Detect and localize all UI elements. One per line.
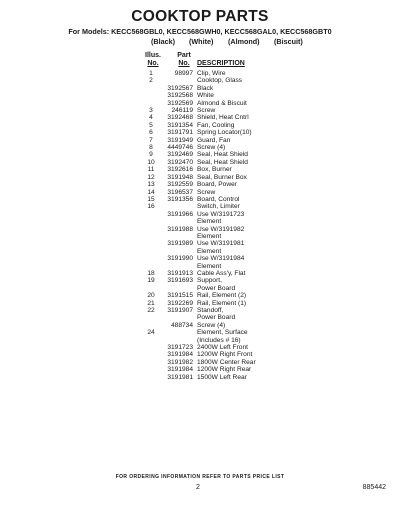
models-line: For Models: KECC568GBL0, KECC568GWH0, KECC568GAL0, KECC568GBT0 (68, 27, 332, 36)
description-line: Support, (197, 277, 222, 285)
part-description (197, 322, 290, 329)
table-row (140, 159, 290, 166)
part-description (197, 100, 290, 107)
page-number: 2 (196, 484, 200, 491)
table-row (140, 85, 290, 92)
description-line: Screw (4) (197, 321, 226, 329)
part-description (197, 196, 290, 203)
table-row (140, 300, 290, 307)
table-row (140, 114, 290, 121)
part-number: 3192559 (167, 181, 193, 189)
part-description (197, 211, 290, 226)
table-row (140, 92, 290, 99)
illus-number: 22 (147, 307, 155, 314)
part-description (197, 270, 290, 277)
description-line: Board, Power (197, 181, 237, 189)
part-number: 3192468 (167, 114, 193, 122)
part-number: 4449746 (167, 144, 193, 152)
part-description (197, 181, 290, 188)
table-row (140, 189, 290, 196)
part-number: 3191791 (167, 129, 193, 137)
description-line: Black (197, 84, 214, 92)
table-row (140, 129, 290, 136)
part-number: 3191989 (167, 240, 193, 248)
illus-number: 14 (147, 188, 155, 196)
description-line: Use W/3191723 (197, 210, 245, 218)
description-line: Board, Control (197, 195, 240, 203)
table-row (140, 374, 290, 381)
description-line: White (197, 92, 214, 100)
illus-number: 20 (147, 292, 155, 300)
table-row (140, 329, 290, 344)
description-line: 2400W Left Front (197, 344, 248, 352)
description-line: Spring Locator(10) (197, 129, 252, 137)
part-number: 246119 (171, 107, 193, 115)
part-description (197, 77, 290, 84)
part-description (197, 203, 290, 210)
description-line: Screw (4) (197, 144, 226, 152)
part-number: 3192569 (167, 99, 193, 107)
part-description (197, 137, 290, 144)
description-line: Use W/3191982 (197, 225, 245, 233)
part-description (197, 374, 290, 381)
table-row (140, 307, 290, 322)
table-row (140, 351, 290, 358)
description-line: Seal, Burner Box (197, 173, 247, 181)
table-row (140, 322, 290, 329)
header-part-line1: Part (177, 52, 191, 59)
table-row (140, 166, 290, 173)
part-number: 3191948 (167, 173, 193, 181)
part-description (197, 159, 290, 166)
table-row (140, 174, 290, 181)
color-labels (0, 37, 400, 47)
table-row (140, 359, 290, 366)
description-line-2: Element (197, 262, 222, 270)
description-line: Box, Burner (197, 166, 232, 174)
part-description (197, 114, 290, 121)
table-row (140, 255, 290, 270)
description-line: Cable Ass'y, Flat (197, 269, 246, 277)
part-description (197, 92, 290, 99)
part-number: 3192469 (167, 151, 193, 159)
table-row (140, 144, 290, 151)
illus-number: 10 (147, 158, 155, 166)
table-header (140, 52, 290, 70)
part-description (197, 277, 290, 292)
part-number: 3192470 (167, 158, 193, 166)
illus-number: 18 (147, 269, 155, 277)
description-line: Screw (197, 188, 216, 196)
part-number: 98997 (174, 70, 193, 77)
part-description (197, 255, 290, 270)
part-description (197, 292, 290, 299)
header-illus-line1: Illus. (145, 52, 161, 59)
illus-number: 12 (147, 173, 155, 181)
description-line: 1200W Right Front (197, 351, 253, 359)
part-number: 3191723 (167, 344, 193, 352)
part-description (197, 300, 290, 307)
table-row (140, 240, 290, 255)
illus-number: 2 (149, 77, 153, 85)
part-description (197, 129, 290, 136)
part-description (197, 226, 290, 241)
part-description (197, 144, 290, 151)
color-biscuit: (Biscuit) (274, 37, 303, 46)
description-line: Guard, Fan (197, 136, 231, 144)
header-part (170, 52, 198, 68)
part-number: 3191984 (167, 351, 193, 359)
part-description (197, 366, 290, 373)
table-row (140, 270, 290, 277)
part-number: 3192568 (167, 92, 193, 100)
part-number: 3191988 (167, 225, 193, 233)
table-row (140, 181, 290, 188)
description-line-2: Element (197, 218, 222, 226)
illus-number: 7 (149, 136, 153, 144)
illus-number: 4 (149, 114, 153, 122)
description-line: 1800W Center Rear (197, 358, 256, 366)
table-row (140, 122, 290, 129)
description-line-2: Element (197, 247, 222, 255)
part-number: 3191693 (167, 277, 193, 285)
illus-number: 5 (149, 121, 153, 129)
illus-number: 8 (149, 144, 153, 152)
description-line-2: Power Board (197, 284, 236, 292)
table-row (140, 100, 290, 107)
part-description (197, 351, 290, 358)
table-row (140, 226, 290, 241)
description-line: Fan, Cooling (197, 121, 235, 129)
part-description (197, 307, 290, 322)
header-description: DESCRIPTION (197, 60, 245, 67)
illus-number: 13 (147, 181, 155, 189)
illus-number: 19 (147, 277, 155, 285)
description-line: Standoff, (197, 307, 224, 314)
description-line: Screw (197, 107, 216, 115)
illus-number: 9 (149, 151, 153, 159)
description-line: Switch, Limiter (197, 203, 240, 211)
description-line: Rail, Element (2) (197, 292, 247, 300)
part-description (197, 166, 290, 173)
part-number: 3191981 (167, 373, 193, 381)
table-row (140, 203, 290, 210)
table-row (140, 196, 290, 203)
description-line: 1500W Left Rear (197, 373, 247, 381)
illus-number: 15 (147, 195, 155, 203)
table-body (140, 70, 290, 381)
part-description (197, 344, 290, 351)
part-number: 3191982 (167, 358, 193, 366)
part-description (197, 359, 290, 366)
description-line: Use W/3191984 (197, 255, 245, 263)
part-number: 3191907 (167, 307, 193, 314)
description-line: Use W/3191981 (197, 240, 245, 248)
part-number: 3191990 (167, 255, 193, 263)
table-row (140, 151, 290, 158)
table-row (140, 277, 290, 292)
description-line-2: Power Board (197, 314, 236, 322)
description-line: Shield, Heat Cntrl (197, 114, 249, 122)
part-number: 3191515 (167, 292, 193, 300)
part-number: 3191966 (167, 210, 193, 218)
description-line: Seal, Heat Shield (197, 151, 248, 159)
page-title: COOKTOP PARTS (131, 8, 269, 25)
table-row (140, 366, 290, 373)
illus-number: 16 (147, 203, 155, 211)
illus-number: 24 (147, 329, 155, 337)
description-line: Rail, Element (1) (197, 299, 247, 307)
header-part-line2: No. (178, 60, 190, 67)
part-number: 3192269 (167, 299, 193, 307)
part-description (197, 122, 290, 129)
part-number: 3191984 (167, 366, 193, 374)
parts-table (140, 52, 290, 381)
document-number: 885442 (362, 484, 386, 491)
description-line: Seal, Heat Shield (197, 158, 248, 166)
part-number: 3191949 (167, 136, 193, 144)
color-black: (Black) (151, 37, 175, 46)
table-row (140, 344, 290, 351)
part-description (197, 85, 290, 92)
part-number: 488734 (170, 321, 193, 329)
description-line-2: Element (197, 232, 222, 240)
table-row (140, 211, 290, 226)
description-line: Clip, Wire (197, 70, 226, 77)
table-row (140, 77, 290, 84)
color-almond: (Almond) (228, 37, 260, 46)
part-description (197, 174, 290, 181)
description-line: Element, Surface (197, 329, 248, 337)
part-number: 3191356 (167, 195, 193, 203)
part-description (197, 240, 290, 255)
description-line: Almond & Biscuit (197, 99, 247, 107)
illus-number: 3 (149, 107, 153, 115)
header-illus-line2: No. (147, 60, 159, 67)
table-row (140, 70, 290, 77)
part-number: 3196537 (167, 188, 193, 196)
part-description (197, 151, 290, 158)
illus-number: 1 (149, 70, 153, 77)
description-line-2: (Includes # 16) (197, 336, 241, 344)
header-illus (140, 52, 166, 68)
part-description (197, 329, 290, 344)
ordering-footer: FOR ORDERING INFORMATION REFER TO PARTS PRICE LIST (115, 474, 285, 480)
table-row (140, 107, 290, 114)
description-line: 1200W Right Rear (197, 366, 252, 374)
table-row (140, 137, 290, 144)
part-description (197, 70, 290, 77)
description-line: Cooktop, Glass (197, 77, 243, 85)
table-row (140, 292, 290, 299)
illus-number: 21 (147, 299, 155, 307)
part-number: 3191354 (167, 121, 193, 129)
color-white: (White) (189, 37, 214, 46)
part-description (197, 189, 290, 196)
part-number: 3191913 (167, 269, 193, 277)
part-description (197, 107, 290, 114)
part-number: 3192616 (167, 166, 193, 174)
illus-number: 6 (149, 129, 153, 137)
illus-number: 11 (147, 166, 155, 174)
part-number: 3192567 (167, 84, 193, 92)
